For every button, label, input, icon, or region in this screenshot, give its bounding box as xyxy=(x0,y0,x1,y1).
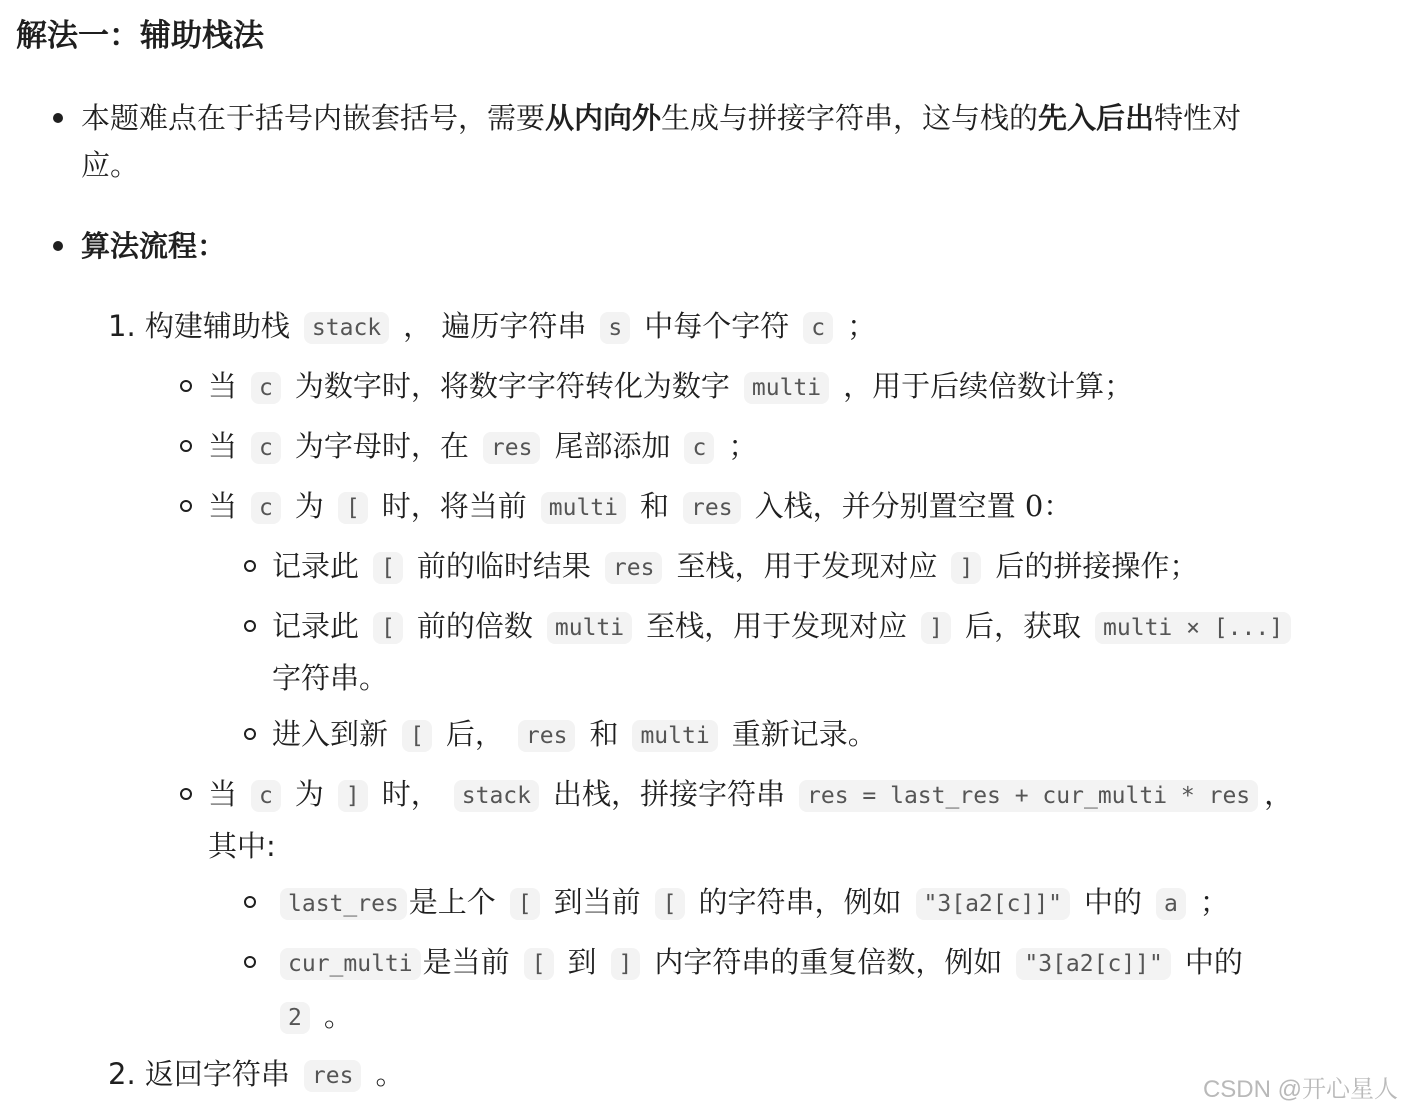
inline-code: c xyxy=(251,432,281,464)
csdn-watermark: CSDN @开心星人 xyxy=(1202,1076,1398,1103)
sub-item-cur-multi xyxy=(272,942,1243,984)
inline-code: c xyxy=(251,372,281,404)
text: 后，获取 xyxy=(965,609,1082,643)
sub-sub-bullet-circle xyxy=(244,620,256,632)
text: 中的 xyxy=(1084,885,1143,919)
inline-code: res xyxy=(304,1060,362,1092)
text: 。 xyxy=(375,1057,405,1091)
sub-item-record-res xyxy=(272,546,1198,588)
inline-code: multi xyxy=(547,612,632,644)
inline-code: [ xyxy=(402,720,432,752)
inline-code: multi xyxy=(632,720,717,752)
inline-code: ] xyxy=(921,612,951,644)
text: 为字母时，在 xyxy=(294,429,469,463)
inline-code: a xyxy=(1156,888,1186,920)
text: 到当前 xyxy=(553,885,641,919)
text: 当 xyxy=(208,369,238,403)
sub-item-reset xyxy=(272,714,877,756)
sub-item-letter xyxy=(208,426,757,468)
step-2 xyxy=(108,1054,404,1096)
text: 记录此 xyxy=(272,609,360,643)
sub-item-close-bracket xyxy=(208,774,1293,816)
inline-code: 2 xyxy=(280,1002,310,1034)
inline-code: c xyxy=(251,492,281,524)
text: 至栈，用于发现对应 xyxy=(646,609,908,643)
sub-sub-bullet-circle xyxy=(244,728,256,740)
text: ，用于后续倍数计算； xyxy=(843,369,1134,403)
text: 为 xyxy=(294,777,324,811)
inline-code: ] xyxy=(611,948,641,980)
text: 为 xyxy=(294,489,324,523)
step-number: 2. xyxy=(108,1057,136,1091)
bullet-dot xyxy=(53,113,63,123)
inline-code: [ xyxy=(373,612,403,644)
bold-text: 先入后出 xyxy=(1038,101,1155,135)
paragraph-difficulty xyxy=(81,98,1241,138)
step-number: 1. xyxy=(108,309,136,343)
inline-code: s xyxy=(600,312,630,344)
inline-code: c xyxy=(251,780,281,812)
inline-code: c xyxy=(684,432,714,464)
text: 重新记录。 xyxy=(731,717,877,751)
text: ， xyxy=(1264,777,1294,811)
sub-sub-bullet-circle xyxy=(244,896,256,908)
inline-code: [ xyxy=(655,888,685,920)
inline-code: res = last_res + cur_multi * res xyxy=(799,780,1258,812)
inline-code: ] xyxy=(951,552,981,584)
sub-item-digit xyxy=(208,366,1133,408)
text: ： xyxy=(1043,489,1073,523)
text: 时，将当前 xyxy=(381,489,527,523)
text: ； xyxy=(728,429,758,463)
sub-bullet-circle xyxy=(180,500,192,512)
inline-code: multi xyxy=(541,492,626,524)
text: 其中: xyxy=(208,829,276,863)
inline-code: res xyxy=(483,432,541,464)
text: 构建辅助栈 xyxy=(144,309,290,343)
text: 当 xyxy=(208,489,238,523)
inline-code: [ xyxy=(524,948,554,980)
inline-code: cur_multi xyxy=(280,948,421,980)
text: 本题难点在于括号内嵌套括号，需要 xyxy=(81,101,546,135)
sub-item-last-res xyxy=(272,882,1229,924)
sub-item-record-multi-cont xyxy=(272,658,388,698)
text: 出栈，拼接字符串 xyxy=(553,777,786,811)
step-1 xyxy=(108,306,876,348)
inline-code: "3[a2[c]]" xyxy=(1016,948,1170,980)
inline-code: multi × [...] xyxy=(1095,612,1291,644)
text: 的字符串，例如 xyxy=(698,885,902,919)
text: 记录此 xyxy=(272,549,360,583)
inline-code: last_res xyxy=(280,888,407,920)
sub-bullet-circle xyxy=(180,380,192,392)
inline-code: res xyxy=(605,552,663,584)
algorithm-label: 算法流程： xyxy=(81,229,227,263)
inline-code: ] xyxy=(338,780,368,812)
text: 进入到新 xyxy=(272,717,389,751)
text: 内字符串的重复倍数，例如 xyxy=(654,945,1003,979)
text: 中的 xyxy=(1184,945,1243,979)
text: 后的拼接操作； xyxy=(995,549,1199,583)
sub-sub-bullet-circle xyxy=(244,956,256,968)
text: 和 xyxy=(589,717,619,751)
sub-item-cur-multi-cont xyxy=(272,996,353,1038)
sub-item-open-bracket xyxy=(208,486,1072,528)
text: ， xyxy=(403,309,433,343)
text: 前的临时结果 xyxy=(416,549,591,583)
section-heading: 解法一：辅助栈法 xyxy=(16,18,264,54)
text: 和 xyxy=(640,489,670,523)
text: 字符串。 xyxy=(272,661,389,695)
text: 是当前 xyxy=(422,945,510,979)
text: 前的倍数 xyxy=(416,609,533,643)
text: 中每个字符 xyxy=(644,309,790,343)
inline-code: multi xyxy=(744,372,829,404)
sub-bullet-circle xyxy=(180,440,192,452)
inline-code: [ xyxy=(510,888,540,920)
paragraph-difficulty-cont xyxy=(81,145,139,185)
math-zero: 0 xyxy=(1024,489,1044,523)
text: 是上个 xyxy=(408,885,496,919)
inline-code: res xyxy=(683,492,741,524)
sub-item-close-bracket-cont xyxy=(208,826,276,866)
inline-code: res xyxy=(518,720,576,752)
text: 特性对 xyxy=(1154,101,1242,135)
inline-code: "3[a2[c]]" xyxy=(916,888,1070,920)
text: ； xyxy=(1199,885,1229,919)
text: 时， xyxy=(381,777,440,811)
text: 后， xyxy=(445,717,504,751)
text: 到 xyxy=(567,945,597,979)
text: 为数字时，将数字字符转化为数字 xyxy=(294,369,730,403)
inline-code: stack xyxy=(454,780,539,812)
sub-bullet-circle xyxy=(180,788,192,800)
inline-code: [ xyxy=(373,552,403,584)
inline-code: c xyxy=(803,312,833,344)
text: 返回字符串 xyxy=(144,1057,290,1091)
text: 应。 xyxy=(81,148,140,182)
text: 遍历字符串 xyxy=(441,309,587,343)
bold-text: 从内向外 xyxy=(545,101,662,135)
text: 当 xyxy=(208,777,238,811)
text: 入栈，并分别置空置 xyxy=(754,489,1016,523)
text: 至栈，用于发现对应 xyxy=(676,549,938,583)
bullet-dot xyxy=(53,241,63,251)
inline-code: stack xyxy=(304,312,389,344)
inline-code: [ xyxy=(338,492,368,524)
text: 生成与拼接字符串，这与栈的 xyxy=(661,101,1039,135)
text: ； xyxy=(847,309,877,343)
sub-sub-bullet-circle xyxy=(244,560,256,572)
text: 尾部添加 xyxy=(554,429,671,463)
text: 当 xyxy=(208,429,238,463)
sub-item-record-multi xyxy=(272,606,1291,648)
text: 。 xyxy=(323,999,353,1033)
